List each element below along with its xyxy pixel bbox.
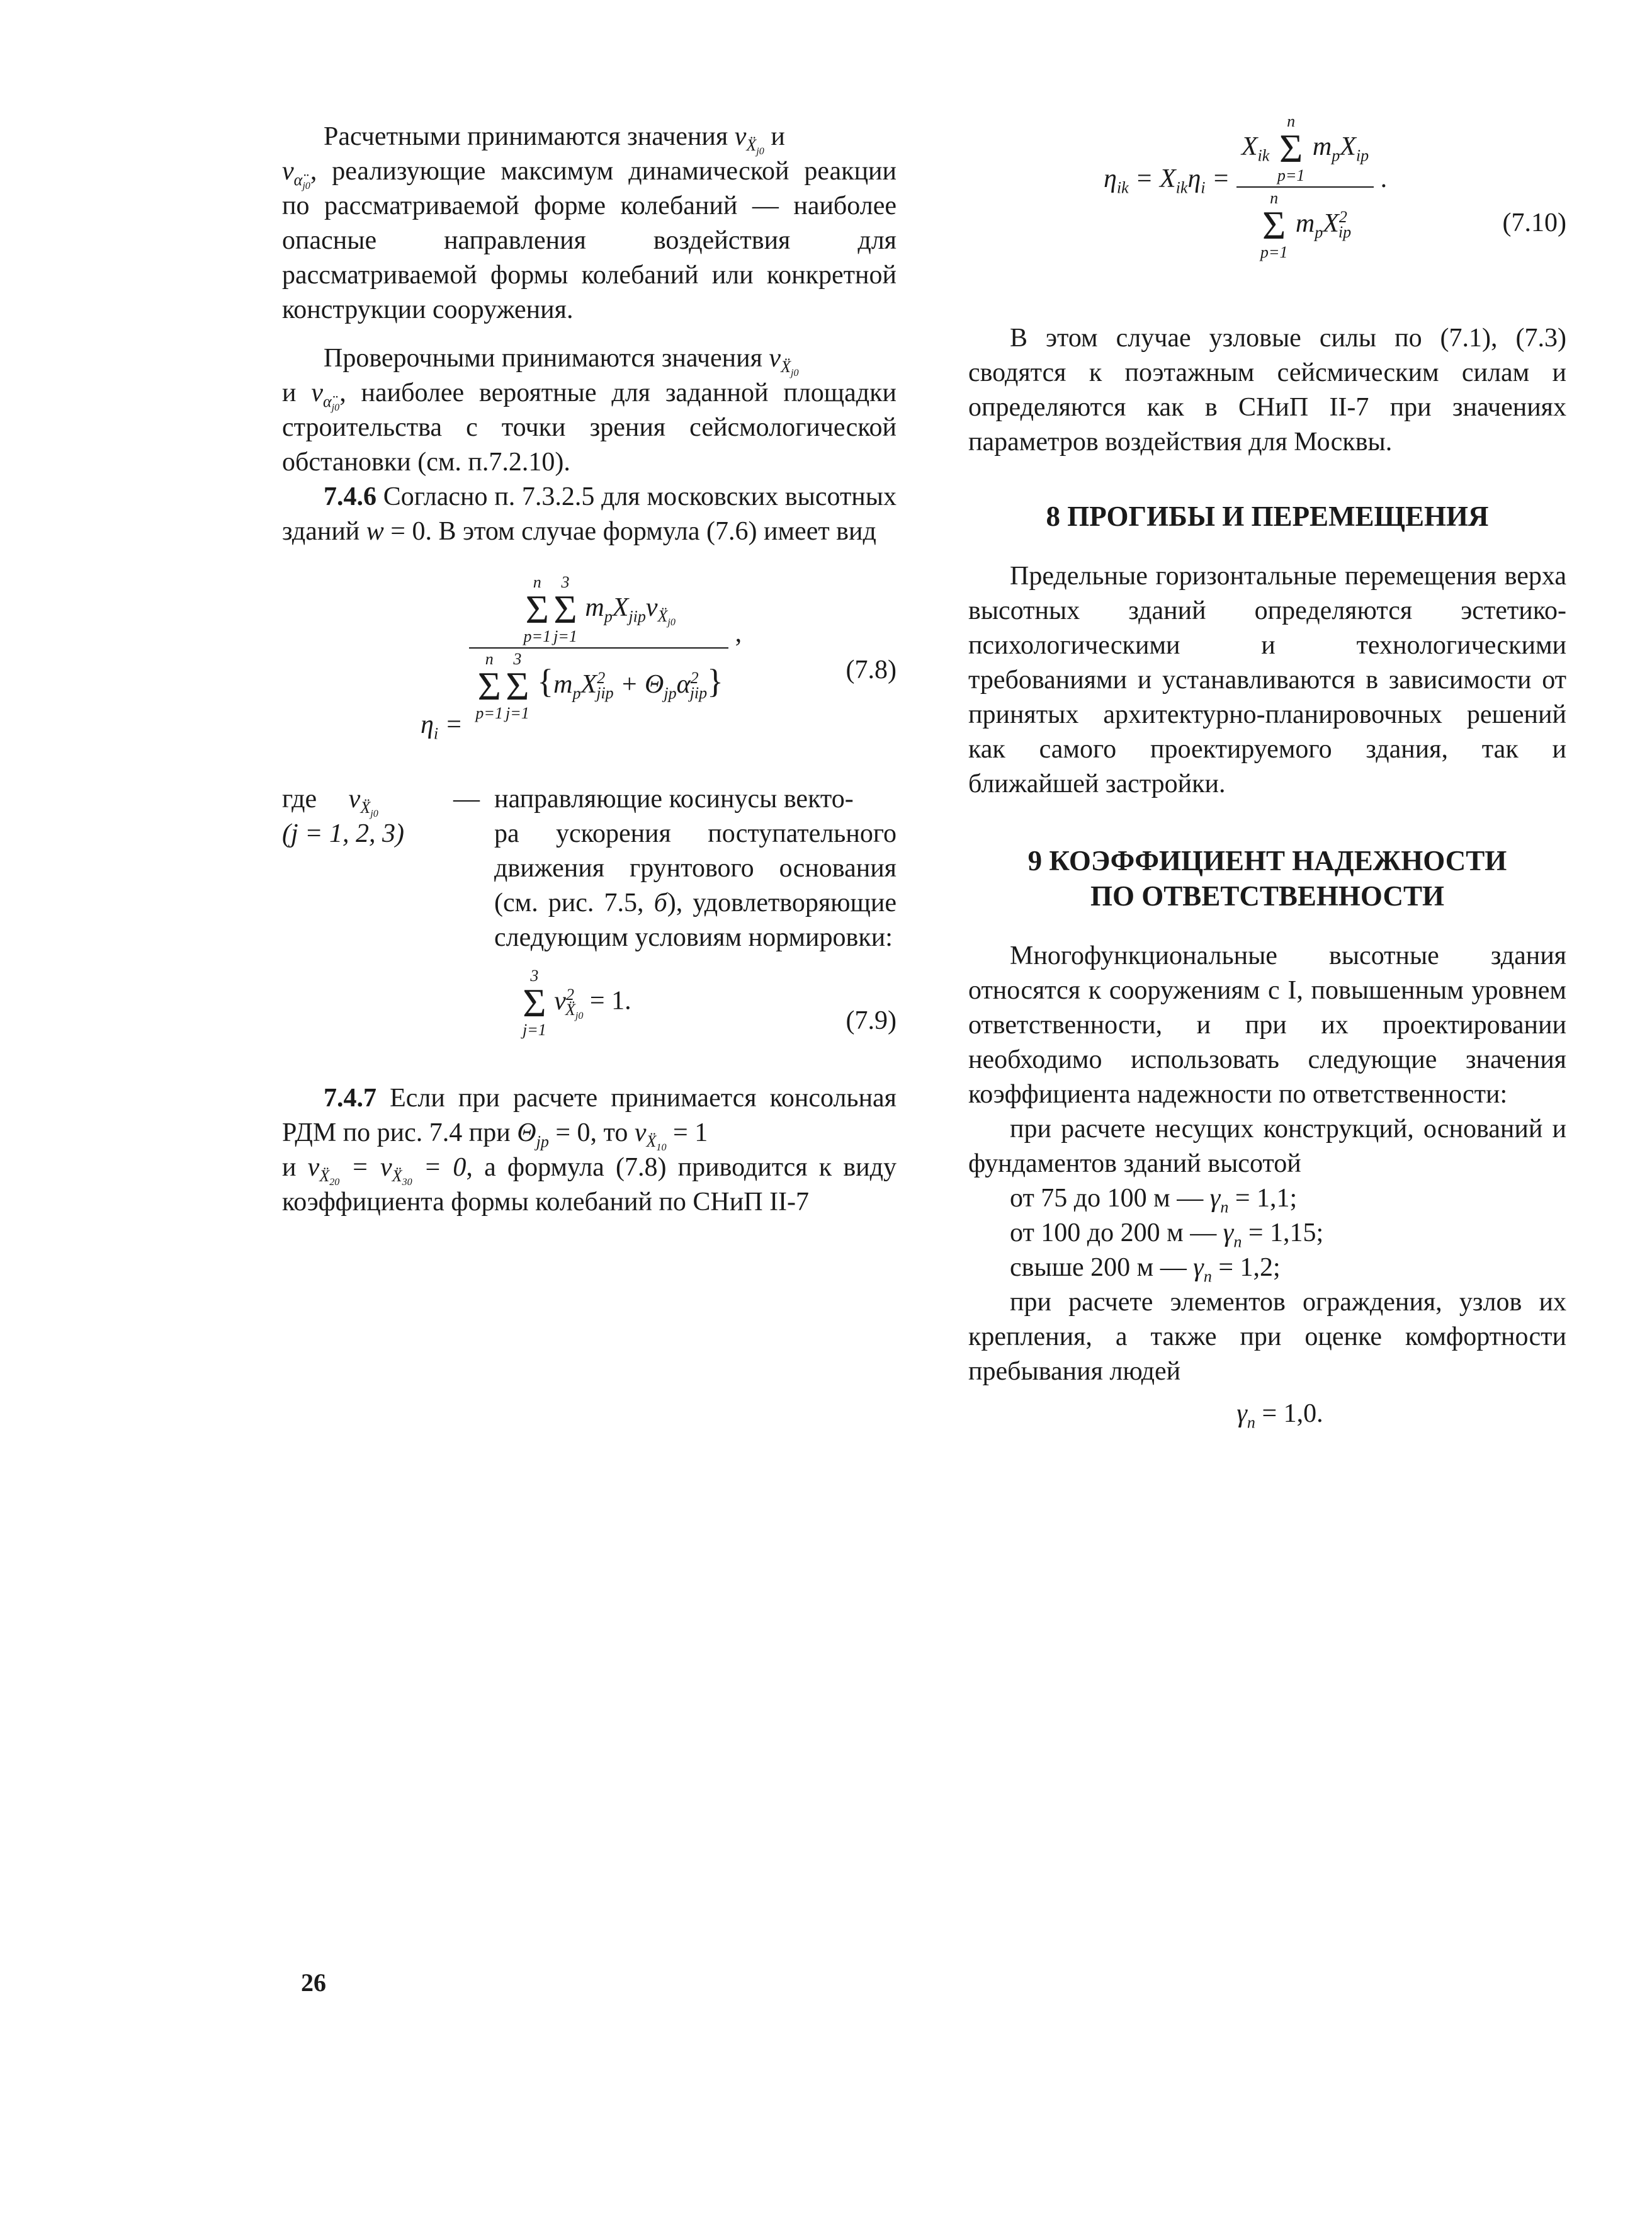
section-number: 7.4.6 xyxy=(324,482,376,511)
paragraph-nodal-forces: В этом случае узловые силы по (7.1), (7.3) сводятся к поэтажным сейсмическим силам и определяются как в СНиП II-7 при значениях параметров воздействия для Москвы. xyxy=(968,324,1566,457)
list-item: от 75 до 100 м — $\gamma_n = 1,1$; xyxy=(1010,1184,1298,1217)
paragraph-design-values: Расчетными принимаются значения $\nu_{Ẍ_{j0}}$ и $\nu_{\alphä_{j0}}$, реализующие максимум динамической реакции по рассматриваемой форме колебаний — наиболее опасные направления воздействия для рассматриваемой формы колебаний или конкретной конструкции сооружения. xyxy=(282,122,897,324)
math-nu-alpha-j0: $\nu_{\alphä_{j0}}$ xyxy=(311,378,340,414)
page-number: 26 xyxy=(301,1968,326,1997)
section-heading-9: 9 КОЭФФИЦИЕНТ НАДЕЖНОСТИ ПО ОТВЕТСТВЕННОСТИ xyxy=(1027,845,1507,912)
paragraph-7-4-7: 7.4.7 Если при расчете принимается консольная РДМ по рис. 7.4 при $\Theta_{jp} = 0$, то $\nu_{Ẍ_{10}} = 1$ и $\nu_{Ẍ_{20}} = \nu_{Ẍ_{30}} = 0$, а формула (7.8) приводится к виду коэффициента формы колебаний по СНиП II-7 xyxy=(282,1084,897,1217)
section-number: 7.4.7 xyxy=(324,1084,376,1113)
math-nu-x-j0: $\nu_{Ẍ_{j0}}$ xyxy=(734,122,764,157)
math-nu-x-j0: $\nu_{Ẍ_{j0}}$ xyxy=(769,344,799,379)
paragraph-displacements: Предельные горизонтальные перемещения верха высотных зданий определяются эстетико-психологическими и технологическими требованиями и устанавливаются в зависимости от принятых архитектурно-планировочных решений как самого проектируемого здания, так и ближайшей застройки. xyxy=(968,562,1566,798)
equation-number: (7.10) xyxy=(1502,208,1566,237)
definition-block: где $\nu_{Ẍ_{j0}}$ (j = 1, 2, 3) — направляющие косинусы векто- ра ускорения поступательного движения грунтового основания (см. рис. 7.5, б), удовлетворяющие следующим условиям нормировки: xyxy=(282,785,897,952)
equation-number: (7.8) xyxy=(846,655,897,684)
paragraph-check-values: Проверочными принимаются значения $\nu_{Ẍ_{j0}}$ и $\nu_{\alphä_{j0}}$, наиболее вероятные для заданной площадки строительства с точки зрения сейсмологической обстановки (см. п.7.2.10). xyxy=(282,344,897,477)
formula-7-10: $\eta_{ik} = X_{ik}\eta_i$ = $X_{ik}$ n Σ p=1 $m_pX_{ip}$ n Σ p=1 $m_pX^2_{ip}$ . (7.10) xyxy=(1104,112,1566,261)
paragraph-7-4-6: 7.4.6 Согласно п. 7.3.2.5 для московских высотных зданий w = 0. В этом случае формула (7.6) имеет вид xyxy=(282,482,897,546)
formula-gamma-n: $\gamma_n = 1,0$. xyxy=(1236,1399,1323,1432)
left-column xyxy=(282,120,897,1220)
equation-number: (7.9) xyxy=(846,1006,897,1035)
formula-7-9: 3 Σ j=1 $\nu^2_{Ẍ_{j0}} = 1$. (7.9) xyxy=(523,967,897,1039)
right-column xyxy=(968,113,1566,1431)
paragraph-load-bearing: при расчете несущих конструкций, оснований и фундаментов зданий высотой xyxy=(968,1115,1566,1178)
paragraph-enclosure: при расчете элементов ограждения, узлов их крепления, а также при оценке комфортности пребывания людей xyxy=(968,1288,1566,1386)
list-item: свыше 200 м — $\gamma_n = 1,2$; xyxy=(1010,1253,1281,1286)
list-item: от 100 до 200 м — $\gamma_n = 1,15$; xyxy=(1010,1218,1324,1251)
section-heading-8: 8 ПРОГИБЫ И ПЕРЕМЕЩЕНИЯ xyxy=(1046,501,1489,532)
formula-7-8: $\eta_i$ = n Σ p=1 3 Σ j=1 $m_pX_{jip}\nu_{Ẍ_{j0}}$ n Σ p=1 3 Σ j=1 $\{m_pX^2_{jip} + \Theta_{jp}\alpha^2_{jip}\}$ , (7.8) xyxy=(421,573,897,743)
paragraph-reliability: Многофункциональные высотные здания относятся к сооружениям с I, повышенным уровнем ответственности, и при их проектировании необходимо использовать следующие значения коэффициента надежности по ответственности: xyxy=(968,941,1566,1109)
math-nu-alpha-j0: $\nu_{\alphä_{j0}}$ xyxy=(282,157,310,192)
